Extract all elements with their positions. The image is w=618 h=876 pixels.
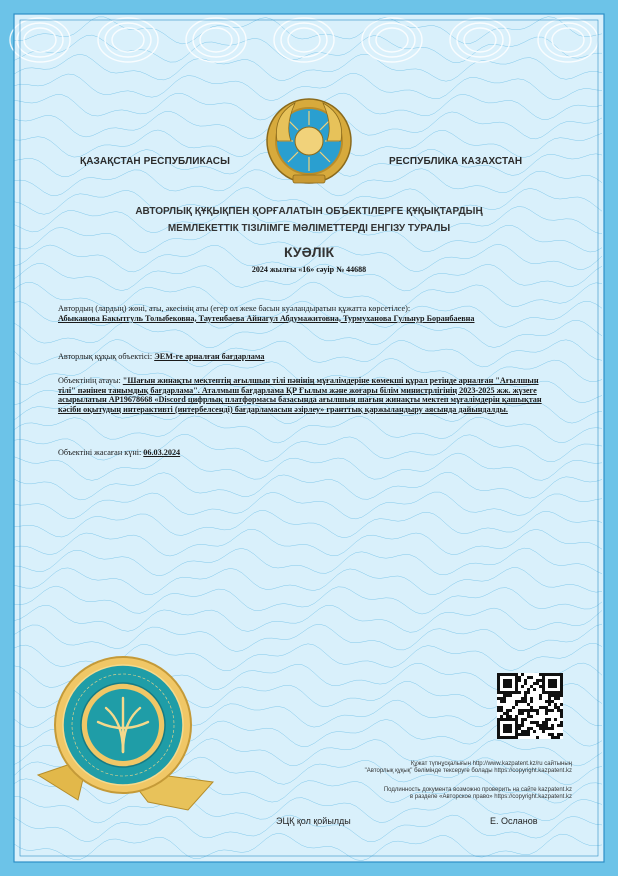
object-type-label: Авторлық құқық объектісі: [58,352,153,361]
country-name-kazakh: ҚАЗАҚСТАН РЕСПУБЛИКАСЫ [80,156,230,167]
document-name: КУӘЛІК [283,244,335,260]
verification-russian-line-2: в разделе «Авторское право» https://copyright.kazpatent.kz [409,794,572,801]
verification-russian [242,787,572,801]
qr-code [497,673,563,739]
verification-kazakh-line-1: Құжат түпнұсқалығын http://www.kazpatent.kz/ru сайтының [410,761,572,767]
country-name-russian: РЕСПУБЛИКА КАЗАХСТАН [389,156,523,167]
verification-kazakh [242,761,572,775]
title-line-2: МЕМЛЕКЕТТІК ТІЗІЛІМГЕ МӘЛІМЕТТЕРДІ ЕНГІЗУ ТУРАЛЫ [167,223,451,234]
verification-russian-line-1: Подлинность документа возможно проверить на сайте kazpatent.kz [383,787,572,793]
verification-kazakh-line-2: "Авторлық құқық" бөлімінде тексеруге болады https://copyright.kazpatent.kz [364,768,572,775]
institute-seal [28,650,218,820]
creation-date-section [58,448,558,458]
object-type-value: ЭЕМ-ге арналған бағдарлама [154,352,265,361]
creation-date-value: 06.03.2024 [143,448,181,457]
authors-label: Автордың (лардың) жөні, аты, әкесінің аты (егер ол жеке басын куәландыратын құжатта көрсетілсе): [58,304,411,313]
authors-value: Абыканова Бакытгуль Толыбековна, Таутенбаева Айнагул Абдумажитовна, Турмуханова Гульнур Боранбаевна [58,313,475,323]
authors-section [58,304,558,323]
state-emblem [265,95,353,187]
signature-label: ЭЦҚ қол қойылды [276,816,351,826]
creation-date-label: Объектіні жасаған күні: [58,448,142,457]
signer-name: Е. Осланов [490,816,538,826]
object-name-label: Объектінің атауы: [58,376,121,385]
date-and-number: 2024 жылғы «16» сәуір № 44688 [251,265,367,274]
object-name-value: "Шағын жинақты мектептің ағылшын тілі пәнінің мұғалімдеріне көмекші құрал ретінде арналған "Ағылшын тілі" пәнінен танымдық бағдарлама". Аталмыш бағдарлама ҚР Ғылым және жоғары білім министрлігінің 2023-2025 жж. жүзеге асырылатын AP19678668 «Discord цифрлық платформасы базасында ағылшын шағын жинақты мектеп мұғалімдерін қашықтан кәсіби оқытудың интерактивті (интербелсенді) бағдарламасын әзірлеу» гранттық қаржыландыру аясында дайындалды. [58,376,542,414]
object-name-section [58,376,558,414]
title-line-1: АВТОРЛЫҚ ҚҰҚЫҚПЕН ҚОРҒАЛАТЫН ОБЪЕКТІЛЕРГЕ ҚҰҚЫҚТАРДЫҢ [135,206,483,217]
object-type-section [58,352,558,362]
